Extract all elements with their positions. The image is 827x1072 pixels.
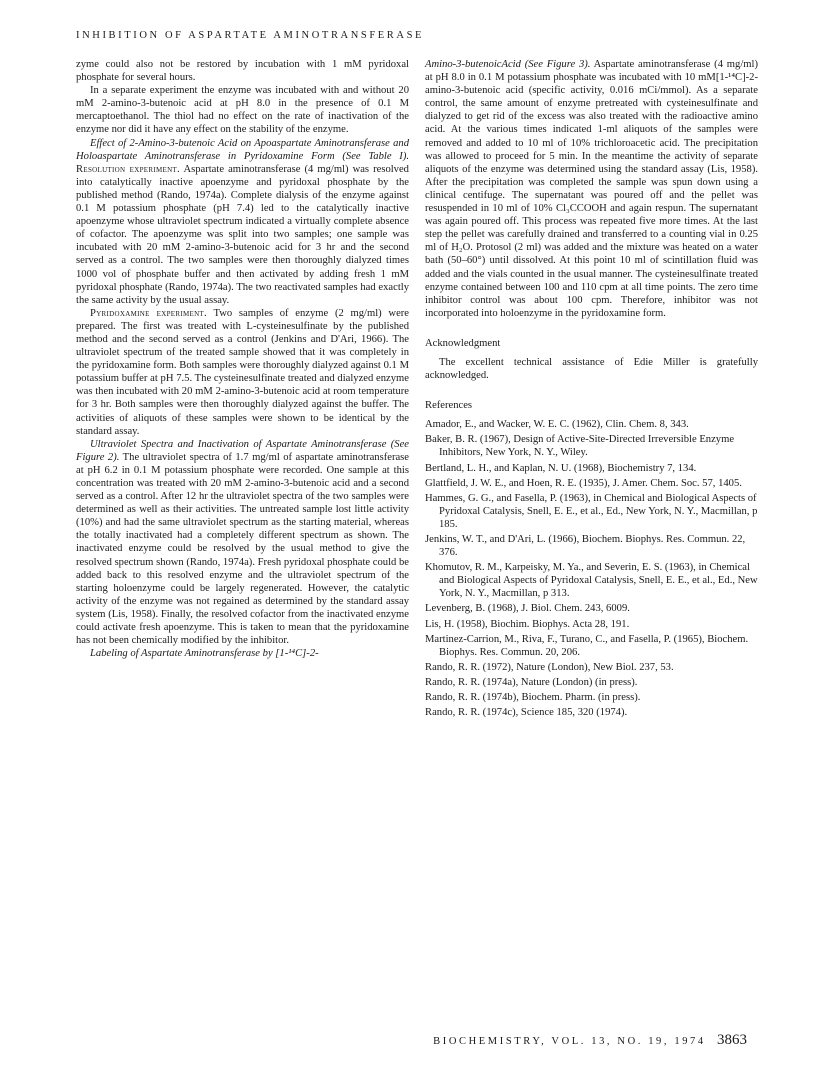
- run-in-heading: Pyridoxamine experiment.: [90, 307, 207, 319]
- paragraph-body: Two samples of enzyme (2 mg/ml) were prepared. The first was treated with L-cysteinesulfinate by the published method and the second served as a control (Jenkins and D'Ari, 1966). The ultraviolet spectrum of the treated sample showed that it was completely in the pyridoxamine form. Both samples were thoroughly dialyzed against 0.1 M potassium buffer at pH 7.5. The cysteinesulfinate treated and dialyzed enzyme was then incubated with 20 mM 2-amino-3-butenoic acid at room temperature for 3 hr. Both samples were then thoroughly dialyzed against the buffer. The activities of aliquots of these samples were shown to be identical by the standard assay.: [76, 307, 409, 437]
- section-heading: Ultraviolet Spectra and Inactivation of Aspartate Aminotransferase (See Figure 2).: [76, 438, 409, 463]
- paragraph: [76, 438, 409, 648]
- paragraph: zyme could also not be restored by incubation with 1 mM pyridoxal phosphate for several hours.: [76, 59, 409, 84]
- reference-item: Rando, R. R. (1974b), Biochem. Pharm. (in press).: [425, 692, 641, 704]
- paragraph: [76, 307, 409, 438]
- acknowledgment-body: The excellent technical assistance of Edie Miller is gratefully acknowledged.: [425, 356, 758, 382]
- section-heading: Effect of 2-Amino-3-butenoic Acid on Apoaspartate Aminotransferase and Holoaspartate Aminotransferase in Pyridoxamine Form (See Table I).: [76, 137, 409, 162]
- paragraph: [425, 58, 758, 320]
- section-heading: Amino-3-butenoicAcid (See Figure 3).: [425, 59, 591, 70]
- reference-item: Lis, H. (1958), Biochim. Biophys. Acta 28, 191.: [425, 618, 630, 630]
- reference-item: Baker, B. R. (1967), Design of Active-Site-Directed Irreversible Enzyme Inhibitors, New York, N. Y., Wiley.: [425, 434, 735, 459]
- paragraph-body: Aspartate aminotransferase (4 mg/ml) at pH 8.0 in 0.1 M potassium phosphate was incubated with 10 mM[1-¹⁴C]-2-amino-3-butenoic acid (specific activity, 0.016 mCi/mmol). As a separate control, the same amount of enzyme pretreated with cysteinesulfinate and dialyzed to get rid of the excess was also treated with the radioactive amino acid. At the various times indicated 1-ml aliquots of the samples were removed and added to 10 ml of 10% trichloroacetic acid. The precipitation was allowed to proceed for 5 min. In the meantime the activity of separate aliquots of the enzyme was determined using the standard assay (Lis, 1958). After the precipitation was completed the sample was spun down using a clinical centifuge. The supernatant was poured off and the pellet was resuspended in 10 ml of 10% Cl₃CCOOH and again respun. The supernatant was again poured off. This process was repeated five more times. At the last step the pellet was carefully drained and transferred to a counting vial in 0.25 ml of H₂O. Protosol (2 ml) was added and the mixture was heated on a water bath (50–60°) until dissolved. At this point 10 ml of scintillation fluid was added and the vials counted in the usual manner. The cysteinesulfinate treated enzyme contained between 100 and 110 cpm at all time points. The zero time inhibitor control was about 100 cpm. Therefore, inhibitor was not incorporated into holoenzyme in the pyridoxamine form.: [425, 59, 758, 319]
- reference-item: Hammes, G. G., and Fasella, P. (1963), in Chemical and Biological Aspects of Pyridoxal Catalysis, Snell, E. E., et al., Ed., New York, N. Y., Macmillan, p 185.: [425, 492, 758, 530]
- running-header: INHIBITION OF ASPARTATE AMINOTRANSFERASE: [76, 30, 425, 41]
- section-heading: Labeling of Aspartate Aminotransferase by [1-¹⁴C]-2-: [90, 648, 319, 660]
- reference-item: Bertland, L. H., and Kaplan, N. U. (1968), Biochemistry 7, 134.: [425, 462, 697, 474]
- page-number: 3863: [717, 1032, 747, 1048]
- reference-item: Rando, R. R. (1972), Nature (London), New Biol. 237, 53.: [425, 661, 674, 673]
- reference-item: Rando, R. R. (1974a), Nature (London) (in press).: [425, 676, 638, 688]
- reference-item: Khomutov, R. M., Karpeisky, M. Ya., and Severin, E. S. (1963), in Chemical and Biological Aspects of Pyridoxal Catalysis, Snell, E. E., et al., Ed., New York, N. Y., Macmillan, p 313.: [425, 562, 758, 600]
- paragraph-body: The ultraviolet spectra of 1.7 mg/ml of aspartate aminotransferase at pH 6.2 in 0.1 M potassium phosphate were recorded. One sample at this concentration was treated with 20 mM 2-amino-3-butenoic acid and a second served as a control. After 12 hr the ultraviolet spectra of the two samples were determined as well as their activities. The untreated sample lost little activity (10%) and had the same ultraviolet spectrum as the starting material, whereas the totally inactivated had a completely different spectrum as shown. The inactivated enzyme could be resolved by the usual method to give the resolved spectrum shown (Rando, 1974a). Fresh pyridoxal phosphate could be added back to this resolved enzyme and the ultraviolet spectrum of the starting holoenzyme could be largely regenerated. However, the catalytic activity of the enzyme was not regained as determined by the standard assay system (Lis, 1958). Finally, the resolved cofactor from the inactivated enzyme could activate fresh apoenzyme. This is taken to mean that the pyridoxamine has not been chemically modified by the inhibitor.: [76, 451, 409, 647]
- right-column: [425, 58, 758, 721]
- reference-item: Rando, R. R. (1974c), Science 185, 320 (1974).: [425, 707, 628, 719]
- reference-list: [425, 418, 758, 719]
- reference-item: Amador, E., and Wacker, W. E. C. (1962), Clin. Chem. 8, 343.: [425, 419, 689, 431]
- reference-item: Levenberg, B. (1968), J. Biol. Chem. 243, 6009.: [425, 603, 630, 615]
- paragraph-body: Aspartate aminotransferase (4 mg/ml) was resolved into catalytically inactive apoenzyme and pyridoxal phosphate by the published method (Rando, 1974a). Complete dialysis of the enzyme against 0.1 M potassium phosphate (pH 7.4) led to the catalytically inactive apoenzyme whose ultraviolet spectrum indicated a virtually complete absence of cofactor. The apoenzyme was split into two samples; one sample was incubated with 20 mM 2-amino-3-butenoic acid for 3 hr and the second served as a control. The two samples were then thoroughly dialyzed times 1000 vol of phosphate buffer and then activated by adding fresh 1 mM pyridoxal phosphate (Rando, 1974a). The two reactivated samples had exactly the same activity by the usual assay.: [76, 163, 409, 306]
- paragraph: In a separate experiment the enzyme was incubated with and without 20 mM 2-amino-3-butenoic acid at pH 8.0 in the presence of 0.1 M mercaptoethanol. The thiol had no effect on the rate of inactivation of the enzyme nor did it have any effect on the stability of the enzyme.: [76, 85, 409, 136]
- page-footer: [433, 1032, 747, 1049]
- run-in-heading: Resolution experiment.: [76, 163, 180, 175]
- references-title: References: [425, 400, 473, 412]
- reference-item: Glattfield, J. W. E., and Hoen, R. E. (1935), J. Amer. Chem. Soc. 57, 1405.: [425, 477, 742, 489]
- reference-item: Jenkins, W. T., and D'Ari, L. (1966), Biochem. Biophys. Res. Commun. 22, 376.: [425, 534, 746, 559]
- reference-item: Martinez-Carrion, M., Riva, F., Turano, C., and Fasella, P. (1965), Biochem. Biophys. Res. Commun. 20, 206.: [425, 633, 749, 658]
- left-column: [76, 58, 409, 660]
- paragraph: [76, 137, 409, 307]
- paragraph: [76, 647, 409, 660]
- acknowledgment-title: Acknowledgment: [425, 337, 501, 349]
- journal-citation: BIOCHEMISTRY, VOL. 13, NO. 19, 1974: [433, 1036, 706, 1047]
